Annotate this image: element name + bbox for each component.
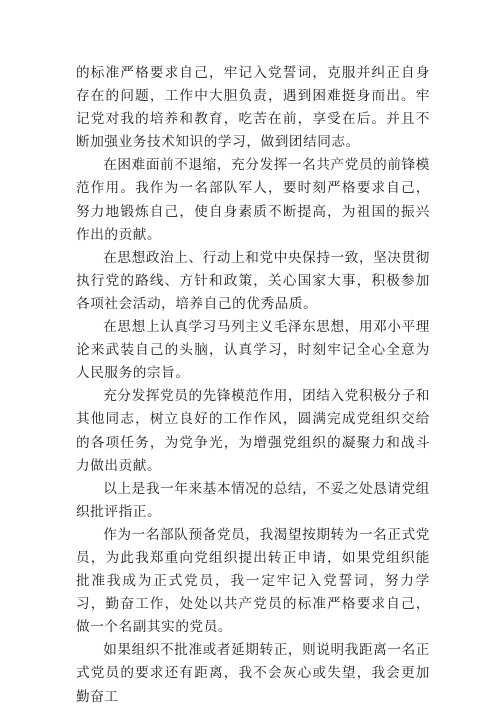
paragraph-5: 充分发挥党员的先锋模范作用，团结入党积极分子和其他同志，树立良好的工作作风，圆满完成党组织交给的各项任务，为党争光，为增强党组织的凝聚力和战斗力做出贡献。	[76, 388, 430, 474]
document-body	[76, 62, 430, 709]
paragraph-3: 在思想政治上、行动上和党中央保持一致，坚决贯彻执行党的路线、方针和政策，关心国家大事，积极参加各项社会活动，培养自己的优秀品质。	[76, 249, 430, 312]
paragraph-1: 的标准严格要求自己，牢记入党誓词，克服并纠正自身存在的问题，工作中大胆负责，遇到困难挺身而出。牢记党对我的培养和教育，吃苦在前，享受在后。并且不断加强业务技术知识的学习，做到团结同志。	[76, 65, 430, 151]
paragraph-8: 如果组织不批准或者延期转正，则说明我距离一名正式党员的要求还有距离，我不会灰心或失望，我会更加勤奋工	[76, 642, 430, 705]
paragraph-6: 以上是我一年来基本情况的总结，不妥之处恳请党组织批评指正。	[76, 480, 430, 520]
paragraph-7: 作为一名部队预备党员，我渴望按期转为一名正式党员，为此我郑重向党组织提出转正申请，如果党组织能批准我成为正式党员，我一定牢记入党誓词，努力学习，勤奋工作，处处以共产党员的标准严格要求自己，做一个名副其实的党员。	[76, 526, 430, 636]
paragraph-2: 在困难面前不退缩，充分发挥一名共产党员的前锋模范作用。我作为一名部队军人，要时刻严格要求自己，努力地锻炼自己，使自身素质不断提高，为祖国的振兴作出的贡献。	[76, 157, 430, 243]
paragraph-4: 在思想上认真学习马列主义毛泽东思想，用邓小平理论来武装自己的头脑，认真学习，时刻牢记全心全意为人民服务的宗旨。	[76, 319, 430, 382]
